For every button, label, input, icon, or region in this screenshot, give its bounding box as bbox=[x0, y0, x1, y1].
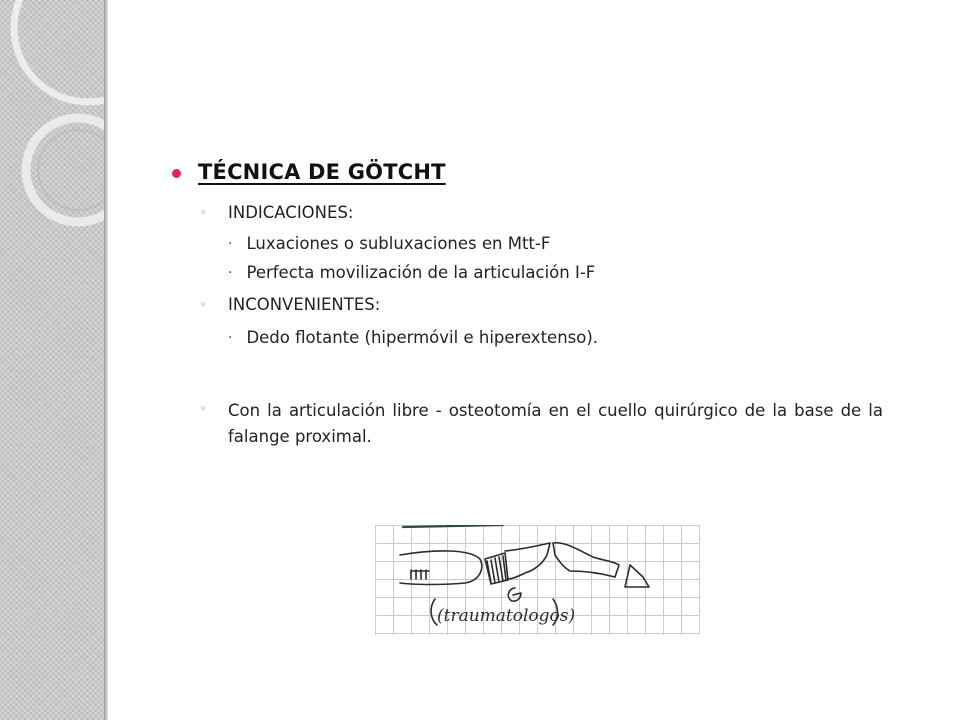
note-item bbox=[200, 398, 883, 450]
indicaciones-label: INDICACIONES: bbox=[228, 203, 354, 222]
hand-drawn-sketch bbox=[375, 525, 700, 635]
indicaciones-item bbox=[228, 233, 550, 255]
indicaciones-item-text: Luxaciones o subluxaciones en Mtt-F bbox=[246, 234, 551, 253]
indicaciones-heading bbox=[200, 202, 353, 224]
inconvenientes-item-text: Dedo flotante (hipermóvil e hiperextenso). bbox=[246, 328, 599, 347]
ring-bullet-icon: ◦ bbox=[200, 298, 207, 311]
slide-title: TÉCNICA DE GÖTCHT bbox=[198, 160, 446, 184]
note-text: Con la articulación libre - osteotomía en el cuello quirúrgico de la base de la falange proximal. bbox=[228, 401, 883, 446]
dot-bullet-icon: · bbox=[228, 236, 233, 252]
title-row bbox=[172, 160, 446, 184]
indicaciones-item bbox=[228, 262, 595, 284]
dot-bullet-icon: · bbox=[228, 265, 233, 281]
inconvenientes-item bbox=[228, 327, 598, 349]
inconvenientes-heading bbox=[200, 294, 380, 316]
sketch-caption: (traumatologos) bbox=[437, 606, 576, 626]
ring-bullet-icon: ◦ bbox=[200, 402, 207, 415]
inconvenientes-label: INCONVENIENTES: bbox=[228, 295, 381, 314]
bone-sketch bbox=[375, 525, 700, 635]
indicaciones-item-text: Perfecta movilización de la articulación I-F bbox=[246, 263, 596, 282]
ring-bullet-icon: ◦ bbox=[200, 206, 207, 219]
pink-bullet-icon bbox=[172, 169, 181, 178]
dot-bullet-icon: · bbox=[228, 330, 233, 346]
